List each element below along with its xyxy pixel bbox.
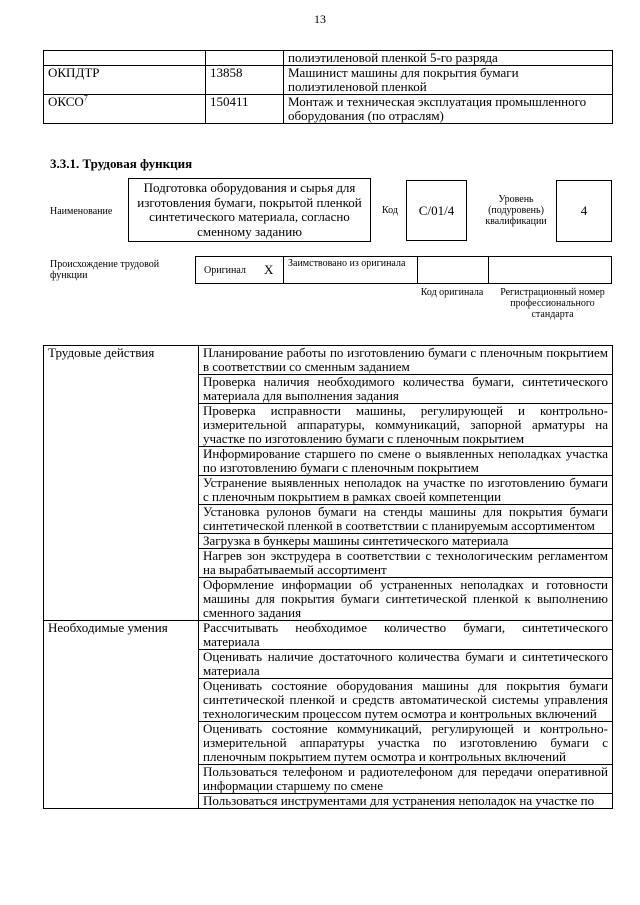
competency-table [43, 345, 613, 809]
name-cell: Монтаж и техническая эксплуатация промышленного оборудования (по отраслям) [284, 95, 613, 124]
list-item: Пользоваться телефоном и радиотелефоном для передачи оперативной информации старшему по смене [199, 765, 613, 794]
code-text: ОКСО [48, 94, 84, 109]
code-label: Код [382, 205, 398, 216]
original-mark: X [264, 262, 274, 277]
borrowed-label: Заимствовано из оригинала [288, 258, 406, 269]
divider [283, 256, 284, 284]
list-item: Планирование работы по изготовлению бумаги с пленочным покрытием в соответствии со сменным заданием [199, 346, 613, 375]
list-item: Проверка исправности машины, регулирующей и контрольно-измерительной аппаратуры, коммуникаций, запорной арматуры на участке по изготовлению бумаги с пленочным покрытием [199, 404, 613, 447]
name-cell: Машинист машины для покрытия бумаги полиэтиленовой пленкой [284, 66, 613, 95]
list-item: Оценивать состояние оборудования машины для покрытия бумаги синтетической пленкой и средств автоматической системы управления технологическим процессом путем осмотра и контрольных включений [199, 679, 613, 722]
labor-actions-label: Трудовые действия [44, 346, 199, 621]
list-item: Информирование старшего по смене о выявленных неполадках участка по изготовлению бумаги с пленочным покрытием [199, 447, 613, 476]
code-cell [44, 95, 206, 124]
list-item: Рассчитывать необходимое количество бумаги, синтетического материала [199, 621, 613, 650]
list-item: Пользоваться инструментами для устранения неполадок на участке по [199, 794, 613, 809]
level-label: Уровень (подуровень) квалификации [485, 194, 547, 227]
list-item: Установка рулонов бумаги на стенды машины для покрытия бумаги синтетической пленкой в соответствии с планируемым ассортиментом [199, 505, 613, 534]
footnote-mark: 7 [83, 93, 88, 103]
divider [488, 256, 489, 284]
code-cell [44, 51, 206, 66]
number-cell [206, 51, 284, 66]
table-row [44, 51, 613, 66]
table-row [44, 621, 613, 650]
name-label: Наименование [50, 206, 113, 217]
list-item: Нагрев зон экструдера в соответствии с технологическим регламентом на вырабатываемый ассортимент [199, 549, 613, 578]
codes-table [43, 50, 613, 124]
table-row [44, 95, 613, 124]
original-label: Оригинал [204, 265, 246, 276]
table-row [44, 346, 613, 375]
list-item: Оценивать наличие достаточного количества бумаги и синтетического материала [199, 650, 613, 679]
list-item: Проверка наличия необходимого количества бумаги, синтетического материала для выполнения задания [199, 375, 613, 404]
code-original-label: Код оригинала [420, 287, 484, 298]
list-item: Оформление информации об устраненных неполадках и готовности машины для покрытия бумаги синтетической пленкой к выполнению сменного задания [199, 578, 613, 621]
number-cell: 150411 [206, 95, 284, 124]
origin-label: Происхождение трудовой функции [50, 259, 160, 281]
list-item: Устранение выявленных неполадок на участке по изготовлению бумаги с пленочным покрытием в рамках своей компетенции [199, 476, 613, 505]
list-item: Оценивать состояние коммуникаций, регулирующей и контрольно-измерительной аппаратуры участка по изготовлению бумаги с пленочным покрытием путем осмотра и контрольных включений [199, 722, 613, 765]
table-row [44, 66, 613, 95]
divider [417, 256, 418, 284]
page-number: 13 [314, 12, 326, 26]
reg-number-label: Регистрационный номер профессионального стандарта [500, 287, 605, 320]
number-cell: 13858 [206, 66, 284, 95]
name-cell: полиэтиленовой пленкой 5-го разряда [284, 51, 613, 66]
list-item: Загрузка в бункеры машины синтетического материала [199, 534, 613, 549]
code-cell: ОКПДТР [44, 66, 206, 95]
function-code-box: C/01/4 [406, 180, 467, 241]
function-name-box: Подготовка оборудования и сырья для изготовления бумаги, покрытой пленкой синтетического материала, согласно сменному заданию [128, 178, 371, 242]
level-box: 4 [556, 180, 612, 242]
skills-label: Необходимые умения [44, 621, 199, 809]
section-title: 3.3.1. Трудовая функция [50, 156, 193, 171]
